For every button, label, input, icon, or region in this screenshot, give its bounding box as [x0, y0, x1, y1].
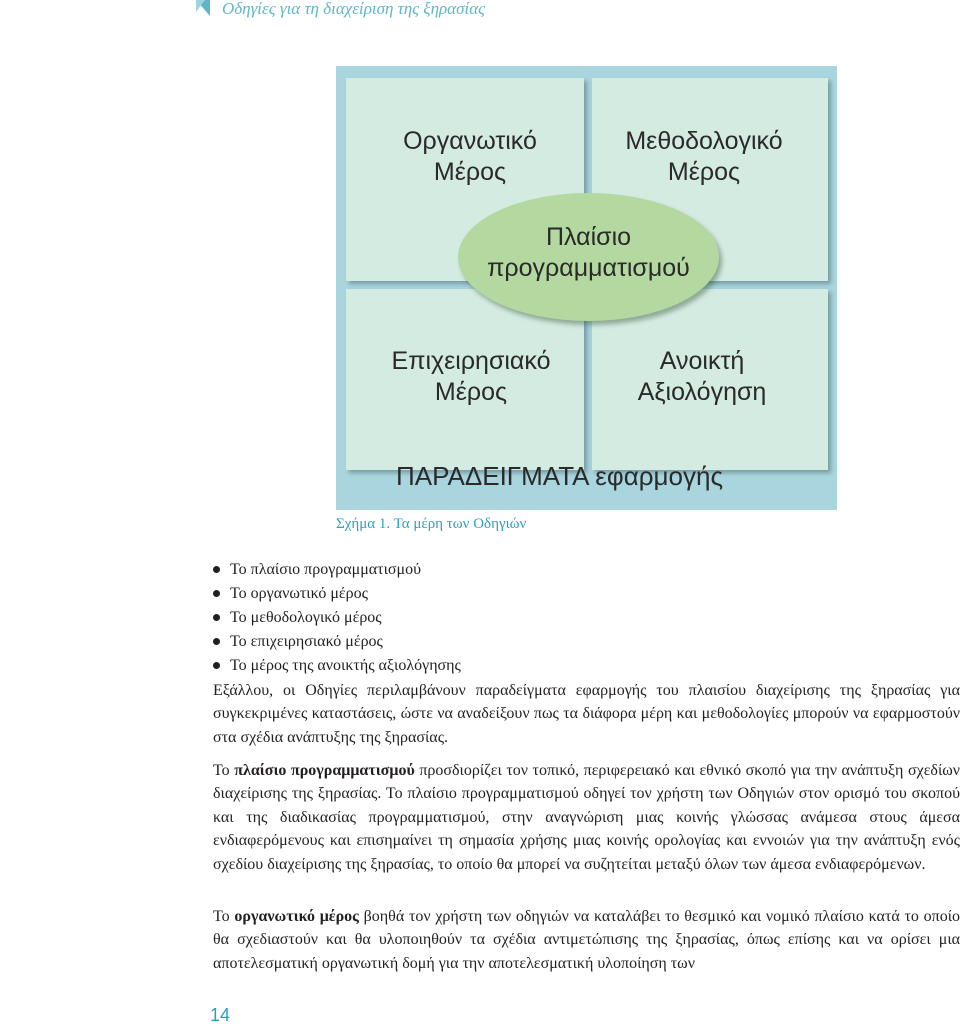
list-item: Το μέρος της ανοικτής αξιολόγησης — [213, 654, 461, 678]
paragraph-body: βοηθά τον χρήστη των οδηγιών να καταλάβει το θεσμικό και νομικό πλαίσιο κατά το οποίο θα σχεδιαστούν και θα υλοποιηθούν τα σχέδια αντιμετώπισης της ξηρασίας, όπως επίσης και να ορίσει μια αποτελεσματική οργανωτική δομή για την αποτελεσματική υλοποίηση των — [213, 908, 960, 972]
paragraph-planning-framework — [213, 759, 960, 876]
paragraph-lead: Το — [213, 908, 235, 925]
term-planning-framework: πλαίσιο προγραμματισμού — [234, 762, 415, 779]
list-item: Το πλαίσιο προγραμματισμού — [213, 558, 461, 582]
page-number: 14 — [210, 1005, 231, 1025]
planning-framework-label: Πλαίσιο προγραμματισμού — [487, 223, 690, 282]
paragraph-lead: Το — [213, 762, 235, 779]
paragraph-examples: Εξάλλου, οι Οδηγίες περιλαμβάνουν παραδείγματα εφαρμογής του πλαισίου διαχείρισης της ξηρασίας για συγκεκριμένες καταστάσεις, ώστε να αναδείξουν πως τα διάφορα μέρη και μεθοδολογίες μπορούν να εφαρμοστούν στα σχέδια ανάπτυξης της ξηρασίας. — [213, 682, 960, 746]
quadrant-label-operational: Επιχειρησιακό Μέρος — [391, 347, 551, 406]
running-header: Οδηγίες για τη διαχείριση της ξηρασίας — [222, 0, 486, 18]
quadrant-label-organizational: Οργανωτικό Μέρος — [403, 127, 537, 186]
parts-list — [213, 558, 461, 678]
list-item: Το οργανωτικό μέρος — [213, 582, 461, 606]
list-item: Το μεθοδολογικό μέρος — [213, 606, 461, 630]
quadrant-label-open-evaluation: Ανοικτή Αξιολόγηση — [637, 347, 767, 406]
paragraph-body: προσδιορίζει τον τοπικό, περιφερειακό και εθνικό σκοπό για την ανάπτυξη σχεδίων διαχείρισης της ξηρασίας. Το πλαίσιο προγραμματισμού οδηγεί τον χρήστη των Οδηγιών στον ορισμό του σκοπού και της διαδικασίας προγραμματισμού, στην αναγνώριση μιας κοινής γλώσσας ανάμεσα στους άμεσα ενδιαφερόμενους και επισημαίνει τη σημασία χρήσης μιας κοινής ορολογίας και εννοιών για την ανάπτυξη ενός σχεδίου διαχείρισης της ξηρασίας, το οποίο θα μπορεί να συζητείται μεταξύ όλων των άμεσα ενδιαφερόμενων. — [213, 762, 960, 873]
quadrant-label-methodological: Μεθοδολογικό Μέρος — [625, 127, 783, 186]
header-mark-icon — [196, 0, 210, 16]
paragraph-organizational-part — [213, 905, 960, 975]
list-item: Το επιχειρησιακό μέρος — [213, 630, 461, 654]
application-examples-label: ΠΑΡΑΔΕΙΓΜΑΤΑ εφαρμογής — [396, 461, 723, 491]
figure-caption: Σχήμα 1. Τα μέρη των Οδηγιών — [336, 516, 527, 532]
term-organizational-part: οργανωτικό μέρος — [234, 908, 359, 925]
